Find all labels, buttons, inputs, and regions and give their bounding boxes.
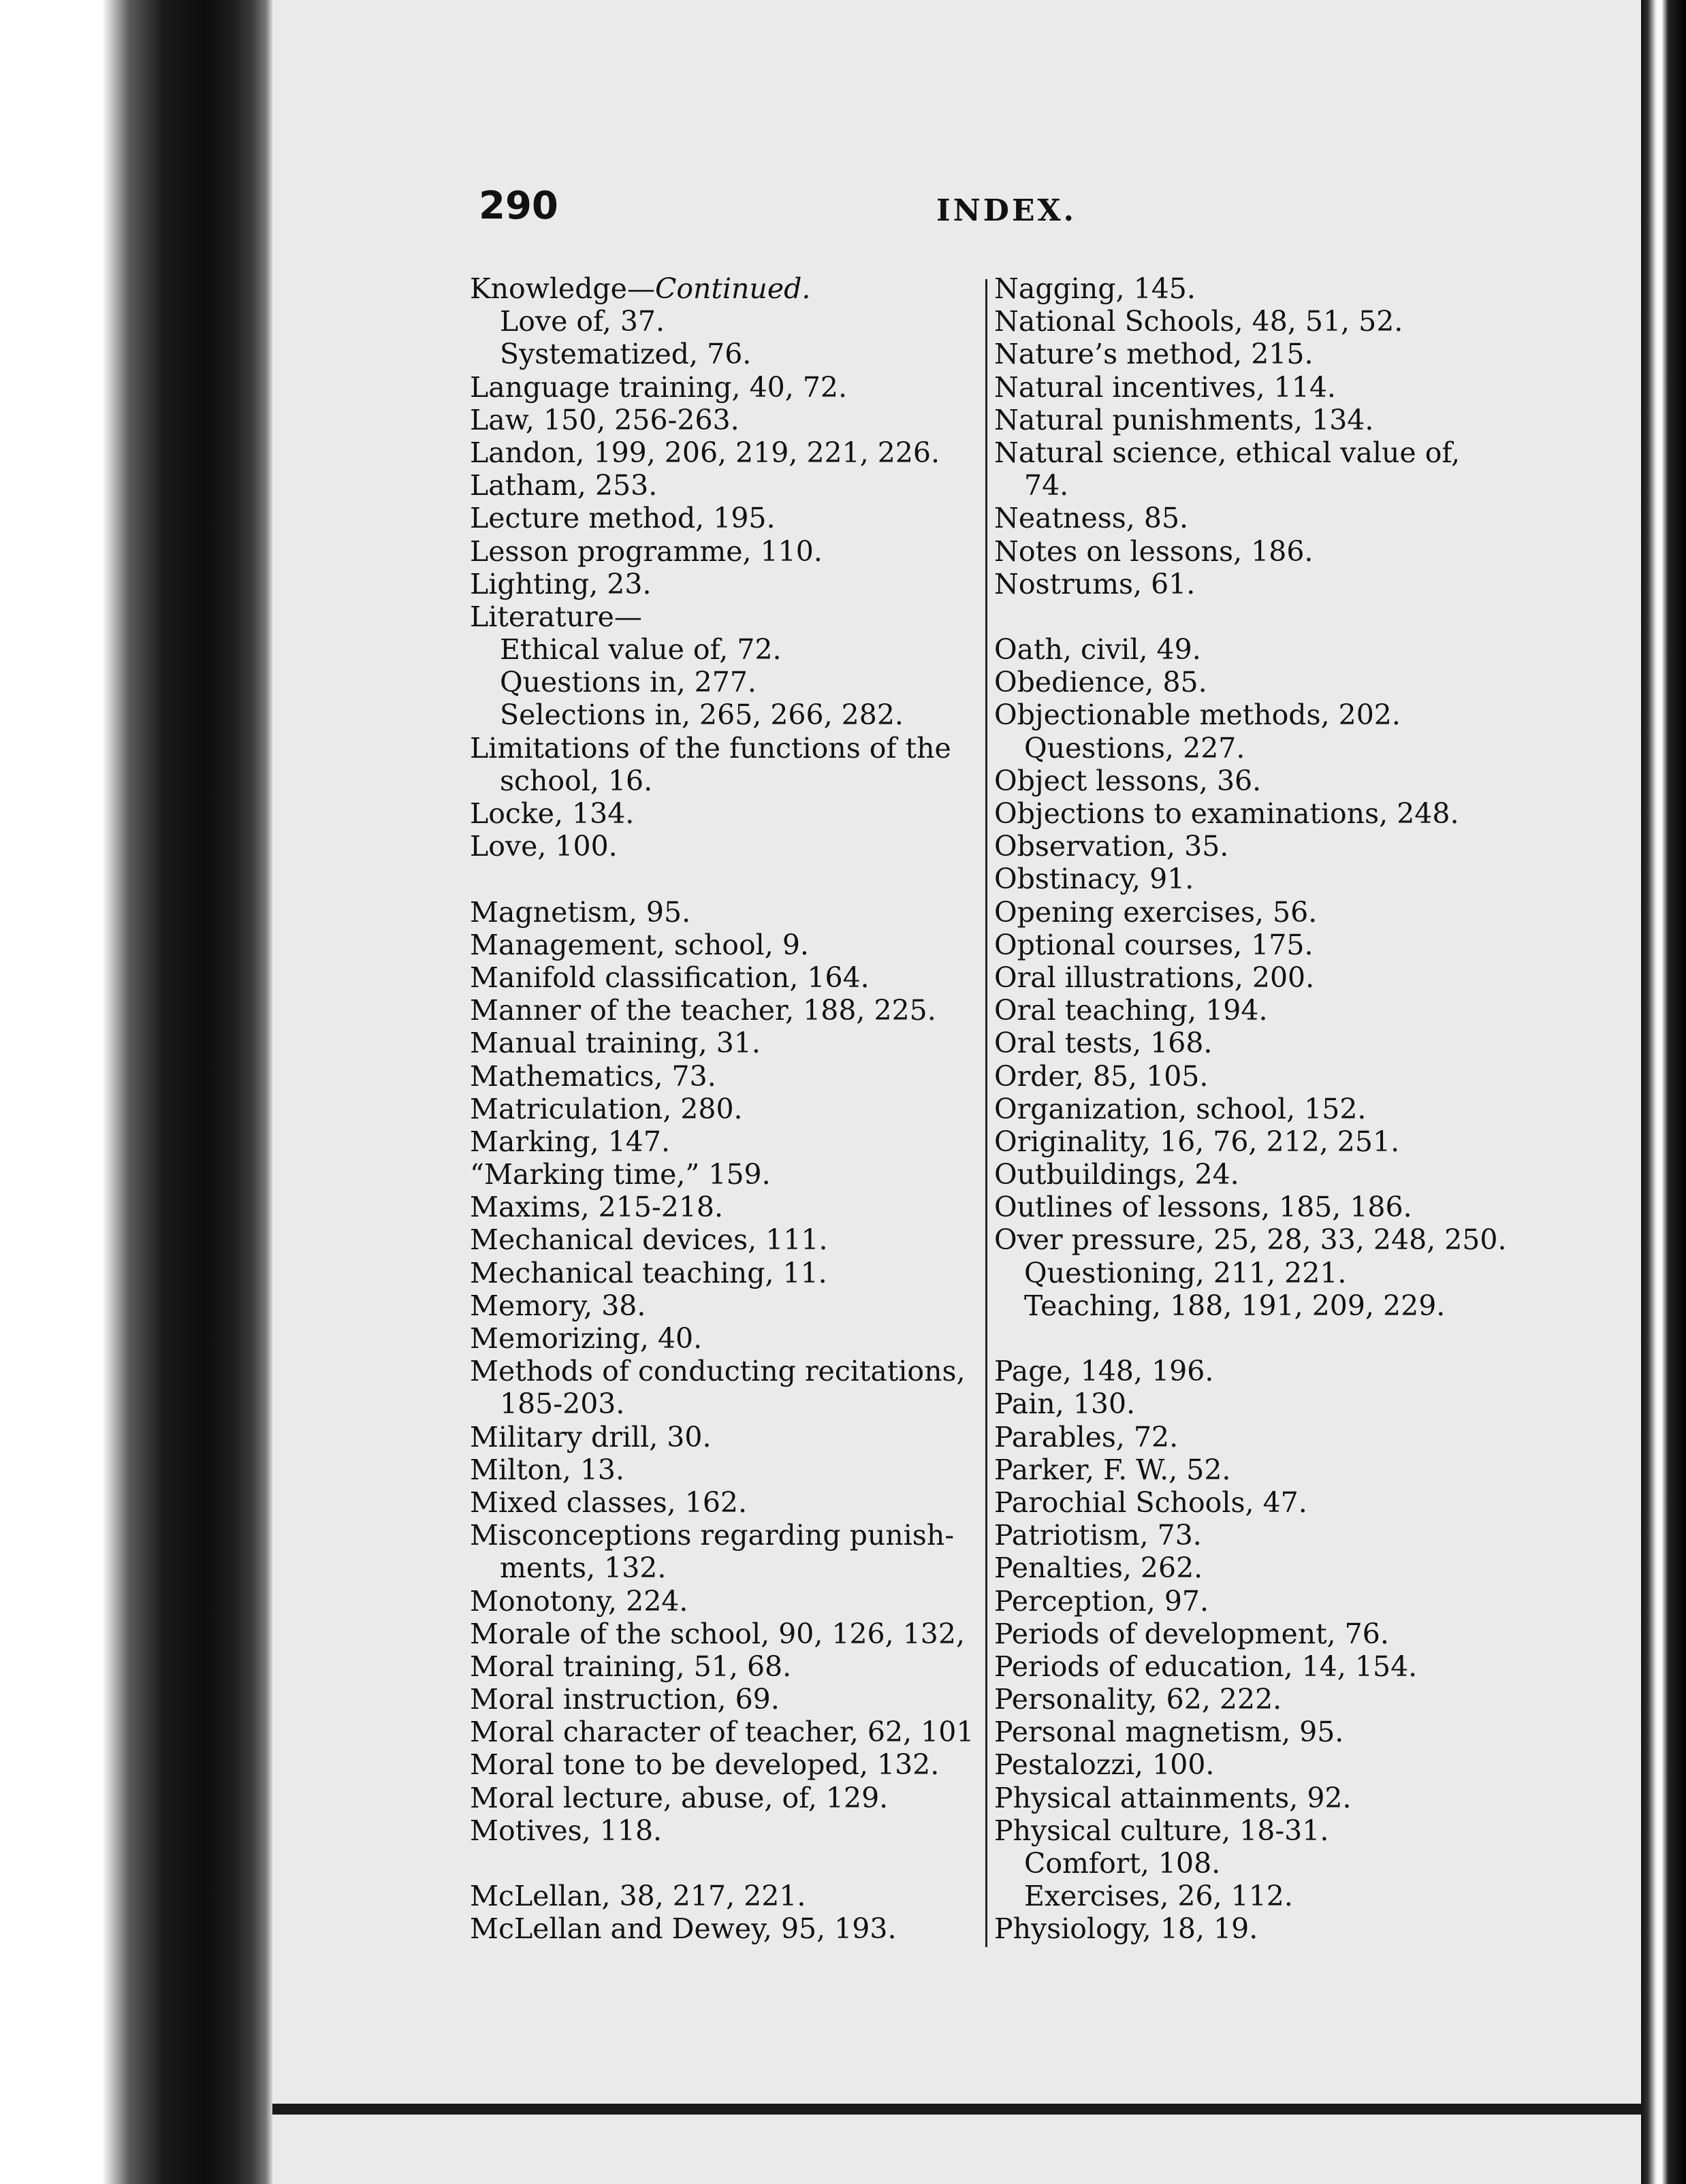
index-entry [994, 469, 1512, 502]
index-entry [470, 305, 974, 338]
index-entry-text: Nostrums, 61. [994, 567, 1196, 600]
index-entry [470, 502, 974, 534]
index-entry [470, 732, 974, 765]
index-entry-text: Moral lecture, abuse, of, 129. [470, 1781, 889, 1814]
index-entry-text: Milton, 13. [470, 1453, 625, 1486]
index-entry [994, 1027, 1512, 1059]
index-entry [470, 338, 974, 370]
index-entry [470, 1191, 974, 1223]
index-entry [470, 1814, 974, 1847]
index-column-right [994, 272, 1512, 1946]
index-entry [470, 1355, 974, 1387]
index-entry [994, 633, 1512, 666]
index-entry-text: Natural science, ethical value of, [994, 436, 1461, 469]
index-entry [994, 1158, 1512, 1191]
index-entry-text: Mechanical devices, 111. [470, 1223, 828, 1257]
index-entry-text: Patriotism, 73. [994, 1519, 1202, 1552]
index-entry-text: Comfort, 108. [1024, 1847, 1221, 1880]
index-column-left [470, 272, 974, 1946]
index-entry-text: Objections to examinations, 248. [994, 797, 1459, 830]
index-entry [470, 1650, 974, 1683]
index-entry [994, 732, 1512, 765]
index-entry-text: National Schools, 48, 51, 52. [994, 305, 1403, 338]
index-entry-text: Knowledge— [470, 272, 655, 305]
index-entry [994, 1421, 1512, 1454]
index-entry-text: Manifold classification, 164. [470, 961, 870, 994]
index-entry [994, 436, 1512, 469]
index-entry [470, 1223, 974, 1256]
index-entry [994, 305, 1512, 338]
index-entry-text: school, 16. [500, 764, 653, 797]
index-entry-text: Observation, 35. [994, 830, 1229, 863]
index-entry [994, 338, 1512, 370]
index-entry-text: Literature— [470, 600, 642, 633]
index-entry [994, 1454, 1512, 1486]
index-entry [994, 1355, 1512, 1387]
index-entry [994, 994, 1512, 1027]
index-entry-text: Neatness, 85. [994, 502, 1189, 535]
index-entry-text: Exercises, 26, 112. [1024, 1880, 1293, 1913]
index-entry [994, 698, 1512, 731]
index-entry-text: Mixed classes, 162. [470, 1486, 748, 1519]
index-entry-text: Latham, 253. [470, 469, 658, 502]
index-entry-text: Optional courses, 175. [994, 928, 1314, 961]
index-entry-text: Manual training, 31. [470, 1027, 761, 1060]
index-entry [470, 272, 974, 305]
index-gap [994, 1322, 1512, 1355]
index-entry-text: Magnetism, 95. [470, 895, 691, 929]
index-entry [994, 929, 1512, 961]
index-entry [994, 535, 1512, 568]
index-entry-text: Questions in, 277. [500, 666, 757, 699]
index-entry-text: Misconceptions regarding punish- [470, 1519, 955, 1552]
index-entry-text: Pain, 130. [994, 1387, 1136, 1421]
column-divider [985, 279, 987, 1947]
index-entry [470, 535, 974, 568]
index-gap [470, 863, 974, 895]
index-entry-text: Objectionable methods, 202. [994, 698, 1401, 732]
index-entry-text: Parker, F. W., 52. [994, 1453, 1231, 1486]
index-entry [994, 1125, 1512, 1158]
index-entry-text: Maxims, 215-218. [470, 1191, 724, 1224]
running-head: INDEX. [936, 193, 1077, 228]
index-entry-text: 74. [1024, 469, 1069, 502]
index-entry-text: Notes on lessons, 186. [994, 534, 1314, 568]
index-entry [994, 1748, 1512, 1781]
index-entry-text: Motives, 118. [470, 1814, 663, 1847]
index-entry [994, 371, 1512, 404]
index-entry-text: Mathematics, 73. [470, 1059, 716, 1093]
index-entry-text: ments, 132. [500, 1552, 667, 1585]
index-entry [994, 1782, 1512, 1814]
index-entry [470, 1912, 974, 1945]
index-entry [994, 863, 1512, 895]
index-entry [994, 1618, 1512, 1650]
index-entry-text: Over pressure, 25, 28, 33, 248, 250. [994, 1223, 1507, 1257]
index-entry-text: Systematized, 76. [500, 338, 752, 371]
index-entry [470, 1880, 974, 1912]
index-entry-text: Law, 150, 256-263. [470, 403, 739, 436]
index-entry-text: Obedience, 85. [994, 666, 1207, 699]
index-entry-text: Originality, 16, 76, 212, 251. [994, 1125, 1400, 1158]
index-entry-text: Nagging, 145. [994, 272, 1196, 305]
index-entry-text: Marking, 147. [470, 1125, 670, 1158]
index-entry-text: Outbuildings, 24. [994, 1158, 1239, 1191]
index-entry-text: Periods of development, 76. [994, 1617, 1389, 1650]
page-number: 290 [479, 184, 558, 228]
index-entry [994, 830, 1512, 863]
index-entry [994, 1880, 1512, 1912]
index-entry-text: Lecture method, 195. [470, 502, 776, 535]
index-entry-text: Love of, 37. [500, 305, 665, 338]
index-entry-text: McLellan and Dewey, 95, 193. [470, 1912, 897, 1946]
index-entry-text: Physiology, 18, 19. [994, 1912, 1258, 1946]
index-entry [994, 1585, 1512, 1618]
index-entry [470, 1027, 974, 1059]
index-entry [470, 994, 974, 1027]
index-gap [470, 1847, 974, 1880]
index-entry [470, 404, 974, 436]
index-entry-text: Pestalozzi, 100. [994, 1748, 1215, 1782]
index-entry-text: Obstinacy, 91. [994, 863, 1194, 896]
index-entry-text: McLellan, 38, 217, 221. [470, 1880, 806, 1913]
index-entry-text: Locke, 134. [470, 797, 635, 830]
index-entry [994, 1683, 1512, 1716]
index-entry-text: Mechanical teaching, 11. [470, 1256, 827, 1289]
index-entry-text: Language training, 40, 72. [470, 370, 848, 404]
index-entry [470, 797, 974, 830]
index-entry-text: 185-203. [500, 1387, 625, 1421]
index-entry [994, 896, 1512, 929]
index-entry-text: Parochial Schools, 47. [994, 1486, 1307, 1519]
index-entry [470, 1322, 974, 1355]
index-entry [994, 1814, 1512, 1847]
index-entry [994, 1912, 1512, 1945]
index-entry-text: Periods of education, 14, 154. [994, 1650, 1418, 1683]
index-entry [994, 1847, 1512, 1880]
index-entry [470, 1387, 974, 1420]
index-entry-text: Monotony, 224. [470, 1584, 688, 1618]
index-entry-text: Ethical value of, 72. [500, 633, 782, 667]
index-entry [994, 1223, 1512, 1256]
index-entry [470, 929, 974, 961]
index-entry [994, 1552, 1512, 1584]
index-entry-text: Physical culture, 18-31. [994, 1814, 1329, 1847]
index-gap [994, 600, 1512, 633]
index-entry [470, 1683, 974, 1716]
index-entry-text: Outlines of lessons, 185, 186. [994, 1191, 1412, 1224]
index-entry [470, 1748, 974, 1781]
index-entry [470, 1782, 974, 1814]
index-entry-text: Methods of conducting recitations, [470, 1355, 966, 1388]
index-entry-text: Military drill, 30. [470, 1420, 712, 1454]
index-entry-text: Moral training, 51, 68. [470, 1650, 792, 1683]
index-entry-text: Opening exercises, 56. [994, 895, 1318, 929]
index-entry [470, 666, 974, 698]
index-entry-text: Morale of the school, 90, 126, 132, [470, 1617, 965, 1650]
index-entry-text: Nature’s method, 215. [994, 338, 1314, 371]
index-entry [470, 1454, 974, 1486]
index-entry-text: Object lessons, 36. [994, 764, 1262, 797]
index-entry [470, 371, 974, 404]
index-entry-text: Natural incentives, 114. [994, 370, 1336, 404]
index-entry [470, 698, 974, 731]
index-entry-text: Moral instruction, 69. [470, 1683, 780, 1716]
index-entry-text: Teaching, 188, 191, 209, 229. [1024, 1289, 1446, 1322]
index-entry-text: Penalties, 262. [994, 1552, 1203, 1585]
index-entry-text: Selections in, 265, 266, 282. [500, 698, 904, 732]
index-entry-text: Landon, 199, 206, 219, 221, 226. [470, 436, 940, 469]
index-entry [994, 765, 1512, 797]
page-right-edge [1641, 0, 1686, 2184]
index-entry-text: Organization, school, 152. [994, 1092, 1367, 1125]
index-entry-text: Questions, 227. [1024, 731, 1245, 765]
index-entry-text: Page, 148, 196. [994, 1355, 1214, 1388]
index-entry-text: Natural punishments, 134. [994, 403, 1374, 436]
index-entry [470, 1125, 974, 1158]
index-entry [470, 568, 974, 600]
index-entry-text: Physical attainments, 92. [994, 1781, 1352, 1814]
index-entry [470, 1093, 974, 1125]
index-entry-text: Moral character of teacher, 62, 101 [470, 1716, 974, 1749]
index-entry [994, 568, 1512, 600]
index-entry [470, 765, 974, 797]
index-entry [470, 1158, 974, 1191]
index-entry [470, 1421, 974, 1454]
index-entry-text: Moral tone to be developed, 132. [470, 1748, 940, 1782]
index-entry-text: Lighting, 23. [470, 567, 652, 600]
index-entry [470, 896, 974, 929]
index-entry [470, 600, 974, 633]
index-entry-text: Oral illustrations, 200. [994, 961, 1315, 994]
index-entry [994, 1257, 1512, 1289]
index-entry [994, 1060, 1512, 1093]
index-entry-text: Oral teaching, 194. [994, 994, 1268, 1027]
index-entry [994, 1650, 1512, 1683]
index-entry [994, 404, 1512, 436]
continued-label: Continued. [654, 272, 811, 305]
index-entry-text: Perception, 97. [994, 1584, 1209, 1618]
index-entry [994, 1486, 1512, 1519]
index-entry [994, 1387, 1512, 1420]
index-entry [470, 961, 974, 994]
index-entry [470, 469, 974, 502]
index-entry [470, 1519, 974, 1552]
book-spine-shadow [0, 0, 272, 2184]
index-entry [994, 666, 1512, 698]
index-entry [470, 633, 974, 666]
index-entry-text: Memorizing, 40. [470, 1322, 703, 1355]
index-entry-text: Memory, 38. [470, 1289, 646, 1322]
index-entry [470, 1289, 974, 1322]
index-entry-text: Order, 85, 105. [994, 1059, 1209, 1093]
index-entry [994, 272, 1512, 305]
index-entry [470, 1486, 974, 1519]
index-entry [994, 1289, 1512, 1322]
index-entry-text: Matriculation, 280. [470, 1092, 743, 1125]
page-header [0, 184, 1686, 238]
index-entry [470, 436, 974, 469]
index-entry-text: Management, school, 9. [470, 928, 809, 961]
index-entry-text: Oath, civil, 49. [994, 633, 1201, 667]
index-entry [470, 1060, 974, 1093]
index-entry [994, 797, 1512, 830]
index-entry [994, 961, 1512, 994]
index-entry-text: “Marking time,” 159. [470, 1158, 771, 1191]
index-entry-text: Manner of the teacher, 188, 225. [470, 994, 936, 1027]
index-entry [994, 1093, 1512, 1125]
index-entry-text: Personality, 62, 222. [994, 1683, 1282, 1716]
index-entry-text: Questioning, 211, 221. [1024, 1256, 1347, 1289]
index-entry [994, 502, 1512, 534]
index-entry-text: Oral tests, 168. [994, 1027, 1213, 1060]
index-entry [994, 1519, 1512, 1552]
page-bottom-edge [272, 2104, 1641, 2115]
index-entry [470, 1552, 974, 1584]
index-entry-text: Love, 100. [470, 830, 618, 863]
index-entry [470, 1585, 974, 1618]
index-entry [994, 1191, 1512, 1223]
index-entry [470, 1257, 974, 1289]
index-entry-text: Parables, 72. [994, 1420, 1179, 1454]
index-entry [470, 830, 974, 863]
index-entry [994, 1716, 1512, 1748]
index-entry [470, 1618, 974, 1650]
index-entry-text: Personal magnetism, 95. [994, 1716, 1344, 1749]
index-entry [470, 1716, 974, 1748]
index-entry-text: Limitations of the functions of the [470, 731, 951, 765]
index-entry-text: Lesson programme, 110. [470, 534, 823, 568]
